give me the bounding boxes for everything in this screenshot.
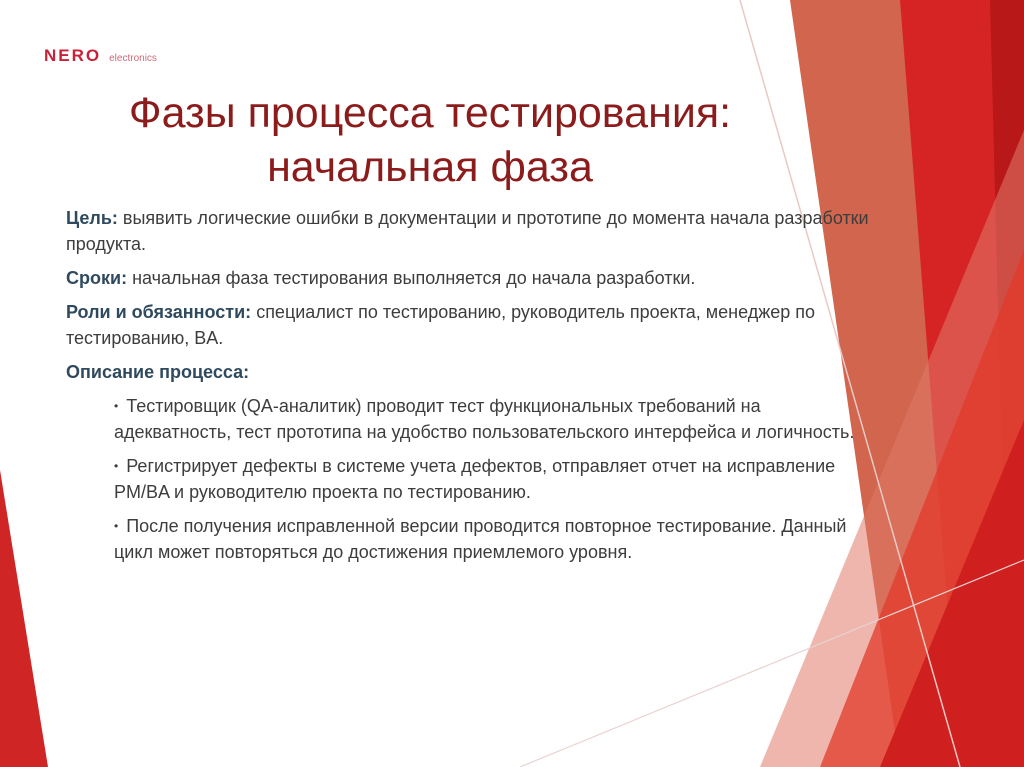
slide-title-line-1: Фазы процесса тестирования: [128,89,732,137]
brand-logo [44,46,157,66]
process-heading [66,359,876,385]
bullet-text: После получения исправленной версии проводится повторное тестирование. Данный цикл может повторяться до достижения приемлемого уровня. [114,516,847,562]
slide-body [66,205,876,573]
roles-label: Роли и обязанности: [66,302,252,322]
goal-text: выявить логические ошибки в документации и прототипе до момента начала разработки продукта. [66,208,869,254]
bullet-icon: • [114,519,119,533]
bullet-icon: • [114,459,119,473]
roles-paragraph [66,299,876,351]
deco-wedge-left [0,470,48,767]
slide-title-line-2: начальная фаза [267,143,593,191]
roles-text: специалист по тестированию, руководитель проекта, менеджер по тестированию, BA. [66,302,816,348]
bullet-text: Тестировщик (QA-аналитик) проводит тест функциональных требований на адекватность, тест прототипа на удобство пользовательского интерфейса и логичность. [114,396,855,442]
goal-label: Цель: [66,208,118,228]
process-label: Описание процесса: [66,362,250,382]
list-item [114,453,876,505]
timing-text: начальная фаза тестирования выполняется до начала разработки. [132,268,696,288]
timing-label: Сроки: [66,268,128,288]
list-item [114,513,876,565]
bullet-text: Регистрирует дефекты в системе учета дефектов, отправляет отчет на исправление PM/BA и руководителю проекта по тестированию. [114,456,836,502]
list-item [114,393,876,445]
process-bullet-list [114,393,876,565]
goal-paragraph [66,205,876,257]
brand-logo-subtext: electronics [109,53,157,64]
bullet-icon: • [114,399,119,413]
slide-title [40,86,820,194]
brand-logo-text: NERO [44,46,102,65]
timing-paragraph [66,265,876,291]
